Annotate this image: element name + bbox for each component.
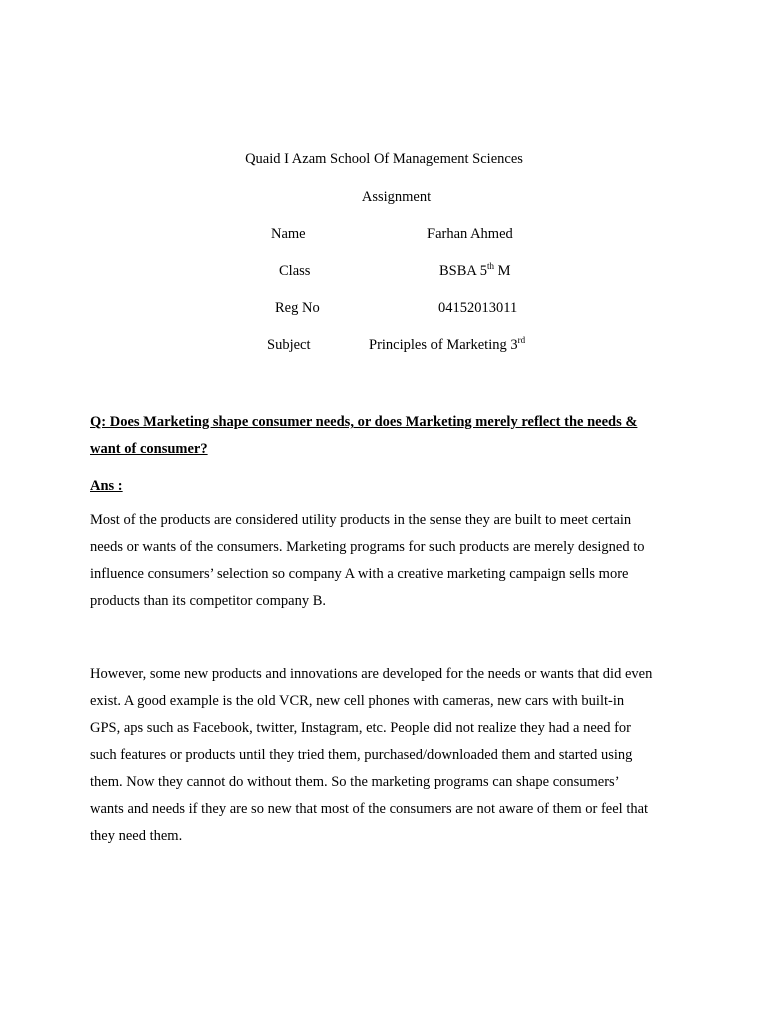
reg-label: Reg No — [275, 300, 320, 316]
paragraph-line: wants and needs if they are so new that most of the consumers are not aware of them or feel that — [90, 801, 649, 817]
class-value-text: BSBA 5 — [439, 263, 487, 279]
class-label: Class — [279, 263, 311, 279]
school-title: Quaid I Azam School Of Management Sciences — [245, 151, 523, 167]
paragraph-line: Most of the products are considered utility products in the sense they are built to meet certain — [90, 512, 632, 528]
name-value: Farhan Ahmed — [427, 226, 513, 242]
answer-paragraph-1 — [90, 507, 690, 615]
subject-label: Subject — [267, 337, 311, 353]
paragraph-line: they need them. — [90, 828, 183, 844]
paragraph-line: However, some new products and innovations are developed for the needs or wants that did even — [90, 666, 653, 682]
question-line-1: Q: Does Marketing shape consumer needs, or does Marketing merely reflect the needs & — [90, 414, 638, 430]
paragraph-line: them. Now they cannot do without them. So the marketing programs can shape consumers’ — [90, 774, 620, 790]
paragraph-line: such features or products until they tried them, purchased/downloaded them and started using — [90, 747, 633, 763]
assignment-title: Assignment — [361, 189, 432, 205]
paragraph-line: influence consumers’ selection so company A with a creative marketing campaign sells more — [90, 566, 629, 582]
question-line-2: want of consumer? — [90, 441, 208, 457]
class-value — [439, 261, 511, 279]
name-label: Name — [271, 226, 306, 242]
paragraph-line: products than its competitor company B. — [90, 593, 326, 609]
subject-value-text: Principles of Marketing 3 — [369, 337, 518, 353]
paragraph-line: GPS, aps such as Facebook, twitter, Instagram, etc. People did not realize they had a need for — [90, 720, 631, 736]
paragraph-line: exist. A good example is the old VCR, new cell phones with cameras, new cars with built-in — [90, 693, 625, 709]
answer-heading: Ans : — [90, 478, 123, 494]
reg-value: 04152013011 — [438, 300, 518, 316]
class-value-section: M — [493, 263, 511, 279]
answer-paragraph-2 — [90, 661, 690, 850]
subject-value-sup: rd — [517, 335, 526, 345]
question — [90, 409, 690, 463]
paragraph-line: needs or wants of the consumers. Marketing programs for such products are merely designed to — [90, 539, 645, 555]
subject-value — [369, 335, 526, 353]
class-value-sup: th — [486, 261, 494, 271]
